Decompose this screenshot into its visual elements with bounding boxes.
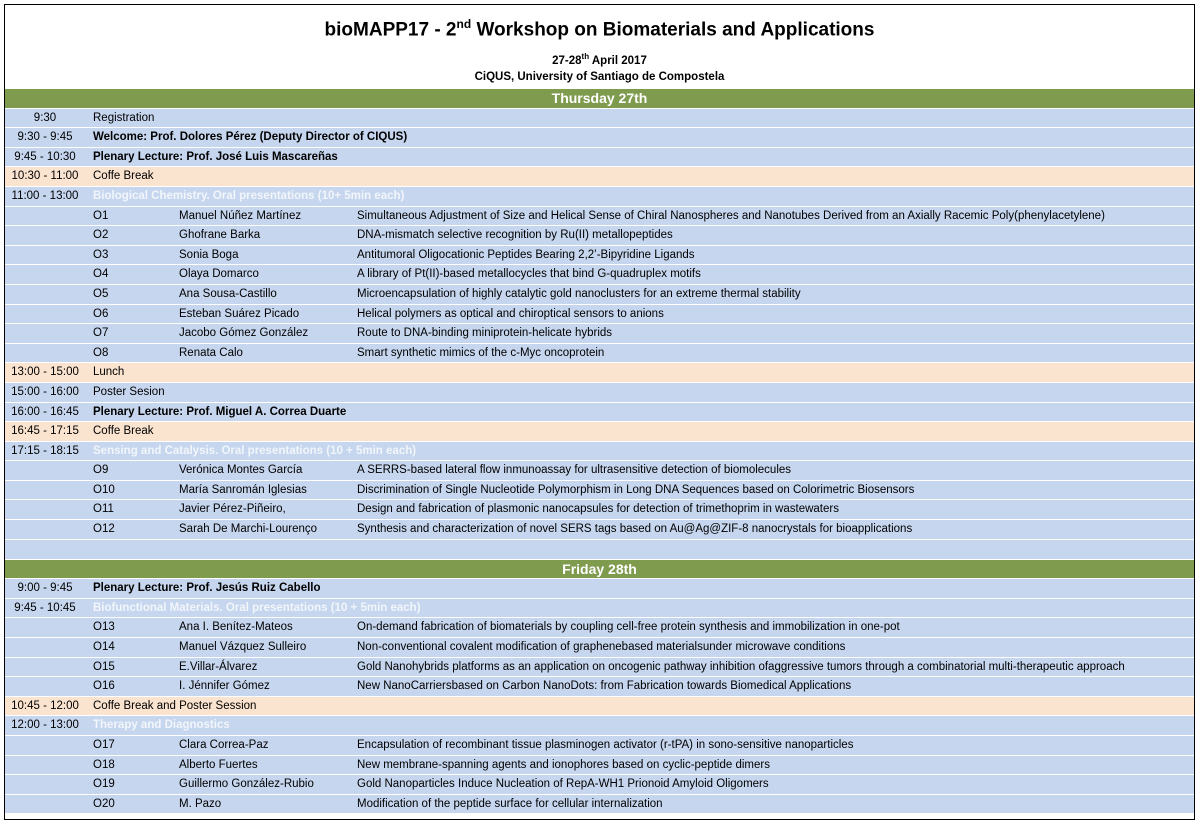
speaker-name: Manuel Vázquez Sulleiro — [179, 641, 307, 654]
speaker-name: Ghofrane Barka — [179, 229, 261, 242]
talk-code: O4 — [93, 268, 109, 281]
session-row — [5, 442, 1194, 462]
event-label: Coffe Break — [93, 170, 154, 183]
talk-row — [5, 618, 1194, 638]
talk-code: O8 — [93, 346, 109, 359]
event-label: Poster Sesion — [93, 385, 165, 398]
talk-title: Helical polymers as optical and chiroptical sensors to anions — [357, 307, 664, 320]
speaker-name: Sonia Boga — [179, 248, 239, 261]
event-label: Coffe Break — [93, 425, 154, 438]
talk-code: O5 — [93, 287, 109, 300]
time-cell: 12:00 - 13:00 — [11, 719, 79, 732]
talk-title: On-demand fabrication of biomaterials by coupling cell-free protein synthesis and immobilization in one-pot — [357, 621, 900, 634]
talk-row — [5, 461, 1194, 481]
speaker-name: Alberto Fuertes — [179, 758, 258, 771]
schedule-row — [5, 167, 1194, 187]
speaker-name: Ana I. Benítez-Mateos — [179, 621, 293, 634]
time-cell: 11:00 - 13:00 — [11, 189, 79, 202]
talk-title: Route to DNA-binding miniprotein-helicate hybrids — [357, 327, 613, 340]
session-title: Sensing and Catalysis. Oral presentations (10 + 5min each) — [93, 444, 417, 457]
speaker-name: Manuel Núñez Martínez — [179, 209, 302, 222]
day-header-friday: Friday 28th — [5, 560, 1194, 580]
time-cell: 16:45 - 17:15 — [11, 425, 79, 438]
talk-title: A library of Pt(II)-based metallocycles that bind G-quadruplex motifs — [357, 268, 701, 281]
speaker-name: Javier Pérez-Piñeiro, — [179, 503, 286, 516]
session-row — [5, 187, 1194, 207]
session-row — [5, 716, 1194, 736]
schedule-row — [5, 128, 1194, 148]
talk-title: A SERRS-based lateral flow inmunoassay for ultrasensitive detection of biomolecules — [357, 464, 792, 477]
time-cell: 16:00 - 16:45 — [11, 405, 79, 418]
talk-row — [5, 756, 1194, 776]
day-header-thursday: Thursday 27th — [5, 89, 1194, 109]
workshop-venue: CiQUS, University of Santiago de Compostela — [474, 71, 725, 83]
talk-row — [5, 520, 1194, 540]
session-title: Biofunctional Materials. Oral presentations (10 + 5min each) — [93, 601, 421, 614]
talk-row — [5, 795, 1194, 815]
event-label: Welcome: Prof. Dolores Pérez (Deputy Director of CIQUS) — [93, 131, 408, 144]
talk-code: O13 — [93, 621, 115, 634]
talk-code: O7 — [93, 327, 109, 340]
talk-code: O1 — [93, 209, 109, 222]
talk-row — [5, 305, 1194, 325]
talk-title: DNA-mismatch selective recognition by Ru(II) metallopeptides — [357, 229, 673, 242]
speaker-name: María Sanromán Iglesias — [179, 483, 307, 496]
time-cell: 10:45 - 12:00 — [11, 699, 79, 712]
talk-title: Microencapsulation of highly catalytic gold nanoclusters for an extreme thermal stability — [357, 287, 801, 300]
session-title: Therapy and Diagnostics — [93, 719, 230, 732]
talk-row — [5, 481, 1194, 501]
speaker-name: M. Pazo — [179, 797, 222, 810]
time-cell: 9:45 - 10:45 — [14, 601, 76, 614]
talk-row — [5, 775, 1194, 795]
event-label: Plenary Lecture: Prof. Miguel A. Correa Duarte — [93, 405, 347, 418]
speaker-name: Ana Sousa-Castillo — [179, 287, 277, 300]
schedule-row — [5, 579, 1194, 599]
programme-header — [5, 5, 1194, 90]
schedule-row — [5, 422, 1194, 442]
talk-title: New membrane-spanning agents and ionophores based on cyclic-peptide dimers — [357, 758, 770, 771]
talk-row — [5, 246, 1194, 266]
talk-code: O10 — [93, 483, 115, 496]
talk-row — [5, 500, 1194, 520]
talk-title: Non-conventional covalent modification of graphenebased materialsunder microwave conditions — [357, 641, 846, 654]
talk-title: Modification of the peptide surface for cellular internalization — [357, 797, 663, 810]
talk-code: O15 — [93, 660, 115, 673]
talk-row — [5, 226, 1194, 246]
time-cell: 9:30 — [33, 111, 57, 124]
talk-title: Synthesis and characterization of novel SERS tags based on Au@Ag@ZIF-8 nanocrystals for bioapplications — [357, 523, 913, 536]
talk-title: Gold Nanohybrids platforms as an application on oncogenic pathway inhibition ofaggressive tumors through a combinatorial multi-therapeutic approach — [357, 660, 1125, 673]
talk-code: O12 — [93, 523, 115, 536]
workshop-title: bioMAPP17 - 2nd Workshop on Biomaterials and Applications — [324, 17, 875, 41]
talk-title: Encapsulation of recombinant tissue plasminogen activator (r-tPA) in sono-sensitive nanoparticles — [357, 739, 854, 751]
talk-code: O6 — [93, 307, 109, 320]
talk-row — [5, 324, 1194, 344]
schedule-table — [5, 89, 1194, 814]
time-cell: 10:30 - 11:00 — [11, 170, 79, 183]
event-label: Plenary Lecture: Prof. José Luis Mascareñas — [93, 150, 338, 163]
spacer-row — [5, 540, 1194, 560]
talk-code: O19 — [93, 778, 115, 791]
talk-code: O17 — [93, 739, 115, 751]
talk-row — [5, 736, 1194, 756]
talk-code: O18 — [93, 758, 115, 771]
talk-row — [5, 658, 1194, 678]
event-label: Registration — [93, 111, 155, 124]
speaker-name: Olaya Domarco — [179, 268, 259, 281]
programme-sheet — [4, 4, 1195, 820]
talk-row — [5, 638, 1194, 658]
speaker-name: Guillermo González-Rubio — [179, 778, 314, 791]
talk-code: O14 — [93, 641, 115, 654]
talk-row — [5, 344, 1194, 364]
time-cell: 17:15 - 18:15 — [11, 444, 79, 457]
speaker-name: I. Jénnifer Gómez — [179, 680, 270, 693]
speaker-name: Sarah De Marchi-Lourenço — [179, 523, 318, 536]
schedule-row — [5, 697, 1194, 717]
talk-row — [5, 285, 1194, 305]
event-label: Lunch — [93, 366, 125, 379]
talk-row — [5, 207, 1194, 227]
talk-title: Design and fabrication of plasmonic nanocapsules for detection of trimethoprim in wastewaters — [357, 503, 839, 516]
talk-row — [5, 677, 1194, 697]
talk-title: Gold Nanoparticles Induce Nucleation of RepA-WH1 Prionoid Amyloid Oligomers — [357, 778, 769, 791]
speaker-name: Jacobo Gómez González — [179, 327, 309, 340]
talk-code: O9 — [93, 464, 109, 477]
talk-row — [5, 265, 1194, 285]
workshop-dates: 27-28th April 2017 — [552, 52, 647, 67]
schedule-row — [5, 109, 1194, 129]
time-cell: 15:00 - 16:00 — [11, 385, 79, 398]
talk-code: O2 — [93, 229, 109, 242]
time-cell: 9:00 - 9:45 — [17, 582, 73, 595]
speaker-name: Renata Calo — [179, 346, 243, 359]
talk-title: Discrimination of Single Nucleotide Polymorphism in Long DNA Sequences based on Colorimetric Biosensors — [357, 483, 915, 496]
schedule-row — [5, 403, 1194, 423]
talk-title: Smart synthetic mimics of the c-Myc oncoprotein — [357, 346, 605, 359]
talk-title: New NanoCarriersbased on Carbon NanoDots: from Fabrication towards Biomedical Applications — [357, 680, 852, 693]
schedule-row — [5, 383, 1194, 403]
time-cell: 13:00 - 15:00 — [11, 366, 79, 379]
speaker-name: Esteban Suárez Picado — [179, 307, 300, 320]
talk-code: O16 — [93, 680, 115, 693]
time-cell: 9:45 - 10:30 — [14, 150, 76, 163]
talk-code: O11 — [93, 503, 114, 516]
event-label: Coffe Break and Poster Session — [93, 699, 257, 712]
time-cell: 9:30 - 9:45 — [17, 131, 73, 144]
session-title: Biological Chemistry. Oral presentations (10+ 5min each) — [93, 189, 405, 202]
speaker-name: Clara Correa-Paz — [179, 739, 269, 751]
talk-code: O20 — [93, 797, 115, 810]
schedule-row — [5, 148, 1194, 168]
session-row — [5, 599, 1194, 619]
talk-code: O3 — [93, 248, 109, 261]
talk-title: Antitumoral Oligocationic Peptides Bearing 2,2’-Bipyridine Ligands — [357, 248, 695, 261]
event-label: Plenary Lecture: Prof. Jesús Ruiz Cabello — [93, 582, 321, 595]
speaker-name: Verónica Montes García — [179, 464, 303, 477]
schedule-row — [5, 363, 1194, 383]
speaker-name: E.Villar-Álvarez — [179, 660, 258, 673]
talk-title: Simultaneous Adjustment of Size and Helical Sense of Chiral Nanospheres and Nanotubes Derived from an Axially Racemic Poly(phenylacetylene) — [357, 209, 1105, 222]
